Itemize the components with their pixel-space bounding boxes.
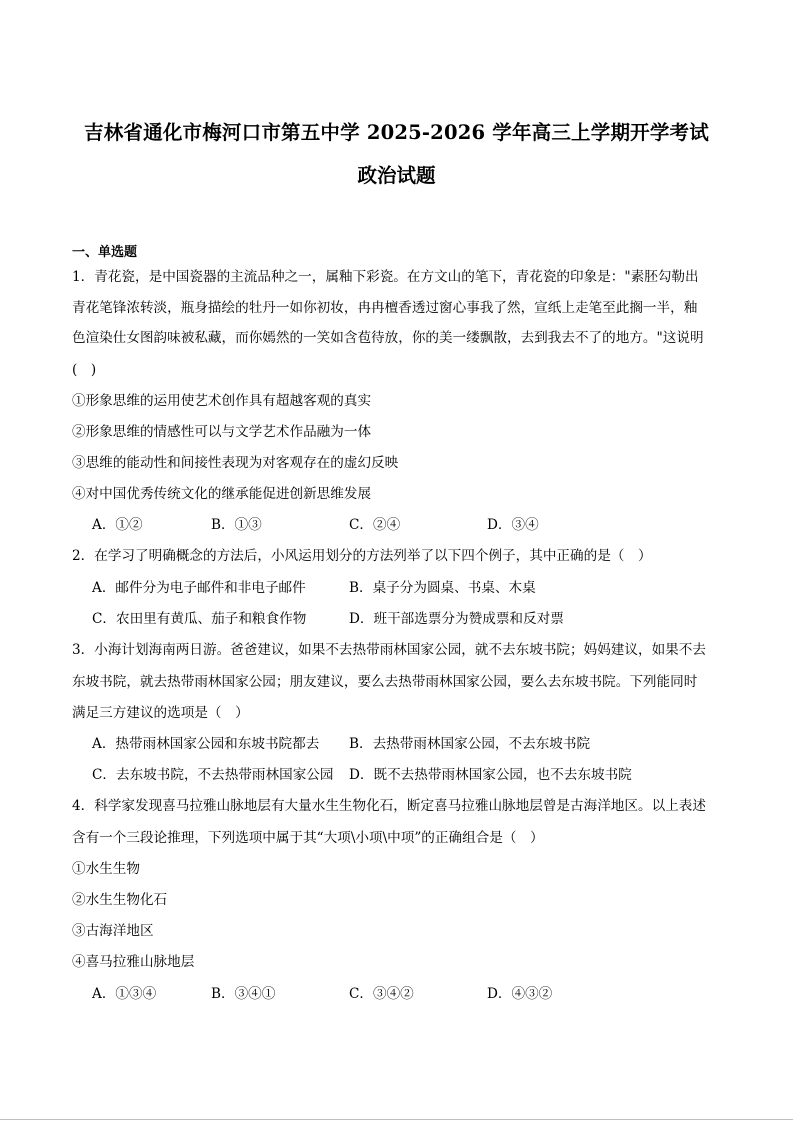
q1-stem-line-4: ( ) (72, 362, 97, 378)
q3-stem-line-3: 满足三方建议的选项是（ ） (72, 705, 249, 721)
exam-subject: 政治试题 (357, 164, 436, 187)
q1-stem-line-1: 1．青花瓷，是中国瓷器的主流品种之一，属釉下彩瓷。在方文山的笔下，青花瓷的印象是："素胚勾勒出 (72, 269, 699, 285)
q3-option-b: B．去热带雨林国家公园，不去东坡书院 (349, 736, 591, 752)
q4-item-4: ④喜马拉雅山脉地层 (72, 954, 195, 970)
q4-option-d: D．④③② (487, 986, 553, 1002)
q1-item-3: ③思维的能动性和间接性表现为对客观存在的虚幻反映 (72, 455, 399, 471)
q3-option-a: A．热带雨林国家公园和东坡书院都去 (92, 736, 320, 752)
q1-option-b: B．①③ (211, 517, 262, 533)
section-heading: 一、单选题 (72, 245, 138, 260)
q1-option-a: A．①② (92, 517, 143, 533)
q1-item-1: ①形象思维的运用使艺术创作具有超越客观的真实 (72, 393, 372, 409)
q1-stem-line-2: 青花笔锋浓转淡，瓶身描绘的牡丹一如你初妆，冉冉檀香透过窗心事我了然，宣纸上走笔至此搁一半，釉 (72, 300, 698, 316)
q1-item-4: ④对中国优秀传统文化的继承能促进创新思维发展 (72, 486, 372, 502)
q4-item-3: ③古海洋地区 (72, 923, 154, 939)
q2-option-b: B．桌子分为圆桌、书桌、木桌 (349, 580, 536, 596)
q2-option-c: C．农田里有黄瓜、茄子和粮食作物 (92, 611, 307, 627)
q4-option-b: B．③④① (211, 986, 276, 1002)
q1-option-d: D．③④ (487, 517, 539, 533)
q4-option-c: C．③④② (349, 986, 414, 1002)
q1-option-c: C．②④ (349, 517, 401, 533)
q1-item-2: ②形象思维的情感性可以与文学艺术作品融为一体 (72, 424, 372, 440)
q4-item-2: ②水生生物化石 (72, 892, 168, 908)
page-bottom-divider (0, 1119, 793, 1120)
q2-option-a: A．邮件分为电子邮件和非电子邮件 (92, 580, 306, 596)
q3-option-c: C．去东坡书院，不去热带雨林国家公园 (92, 767, 334, 783)
q4-stem-line-2: 含有一个三段论推理，下列选项中属于其“大项\小项\中项”的正确组合是（ ） (72, 830, 544, 846)
q4-stem-line-1: 4．科学家发现喜马拉雅山脉地层有大量水生生物化石，断定喜马拉雅山脉地层曾是古海洋地区。以上表述 (72, 798, 706, 814)
q3-stem-line-1: 3．小海计划海南两日游。爸爸建议，如果不去热带雨林国家公园，就不去东坡书院；妈妈建议，如果不去 (72, 642, 706, 658)
q2-option-d: D．班干部选票分为赞成票和反对票 (349, 611, 564, 627)
q1-stem-line-3: 色渲染仕女图韵味被私藏，而你嫣然的一笑如含苞待放，你的美一缕飘散，去到我去不了的地方。"这说明 (72, 330, 704, 346)
q4-item-1: ①水生生物 (72, 861, 140, 877)
q2-stem: 2．在学习了明确概念的方法后，小风运用划分的方法列举了以下四个例子，其中正确的是（ ） (72, 548, 652, 564)
q3-option-d: D．既不去热带雨林国家公园，也不去东坡书院 (349, 767, 632, 783)
exam-title: 吉林省通化市梅河口市第五中学 2025-2026 学年高三上学期开学考试 (84, 121, 709, 144)
q3-stem-line-2: 东坡书院，就去热带雨林国家公园；朋友建议，要么去热带雨林国家公园，要么去东坡书院。下列能同时 (72, 674, 698, 690)
q4-option-a: A．①③④ (92, 986, 157, 1002)
